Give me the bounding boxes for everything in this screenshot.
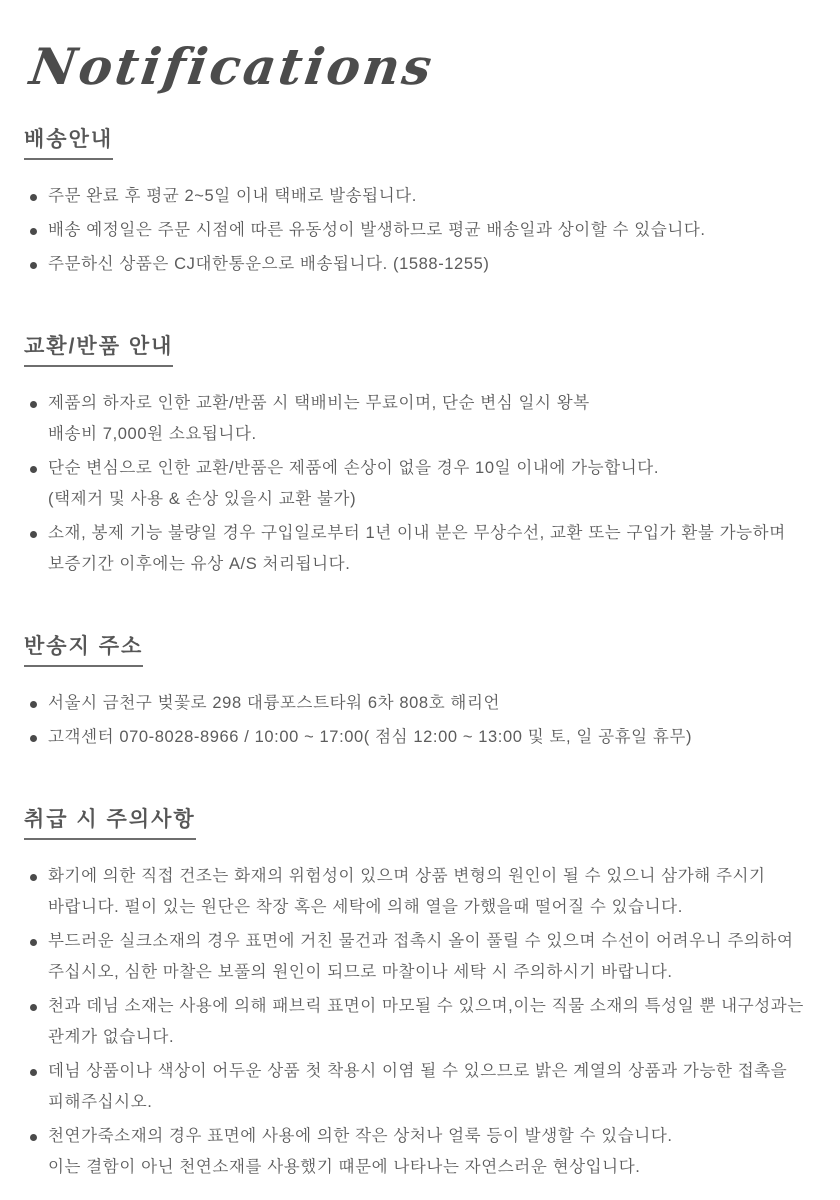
list-item bbox=[24, 1121, 822, 1183]
section-heading-text: 반송지 주소 bbox=[24, 630, 143, 667]
item-text-line: 부드러운 실크소재의 경우 표면에 거친 물건과 접촉시 올이 풀릴 수 있으며 수선이 어려우니 주의하여 bbox=[48, 932, 794, 950]
item-text-line: 이는 결함이 아닌 천연소재를 사용했기 떄문에 나타나는 자연스러운 현상입니다. bbox=[48, 1158, 641, 1176]
bullet-icon bbox=[30, 228, 37, 235]
item-text-line: 관계가 없습니다. bbox=[48, 1028, 175, 1046]
bullet-icon bbox=[30, 939, 37, 946]
item-text-line: 피해주십시오. bbox=[48, 1093, 153, 1111]
list-item bbox=[24, 215, 822, 246]
section-heading-text: 취급 시 주의사항 bbox=[24, 803, 196, 840]
item-text-line: 소재, 봉제 기능 불량일 경우 구입일로부터 1년 이내 분은 무상수선, 교환 또는 구입가 환불 가능하며 bbox=[48, 524, 786, 542]
list-item bbox=[24, 388, 822, 450]
section-heading-address bbox=[24, 630, 822, 667]
address-notice-list bbox=[24, 688, 822, 753]
item-text-line: 주문하신 상품은 CJ대한통운으로 배송됩니다. (1588-1255) bbox=[48, 255, 490, 273]
item-text-line: 서울시 금천구 벚꽃로 298 대륭포스트타워 6차 808호 해리언 bbox=[48, 694, 501, 712]
list-item bbox=[24, 453, 822, 515]
item-text-line: 배송 예정일은 주문 시점에 따른 유동성이 발생하므로 평균 배송일과 상이할 수 있습니다. bbox=[48, 221, 706, 239]
item-text-line: 단순 변심으로 인한 교환/반품은 제품에 손상이 없을 경우 10일 이내에 가능합니다. bbox=[48, 459, 660, 477]
item-text-line: 데님 상품이나 색상이 어두운 상품 첫 착용시 이염 될 수 있으므로 밝은 계열의 상품과 가능한 접촉을 bbox=[48, 1062, 788, 1080]
list-item bbox=[24, 722, 822, 753]
item-text-line: 보증기간 이후에는 유상 A/S 처리됩니다. bbox=[48, 555, 351, 573]
section-heading-exchange bbox=[24, 330, 822, 367]
bullet-icon bbox=[30, 874, 37, 881]
list-item bbox=[24, 861, 822, 923]
section-return-address bbox=[24, 630, 822, 753]
list-item bbox=[24, 926, 822, 988]
section-heading-precautions bbox=[24, 803, 822, 840]
section-heading-text: 배송안내 bbox=[24, 123, 113, 160]
exchange-notice-list bbox=[24, 388, 822, 580]
item-text-line: 제품의 하자로 인한 교환/반품 시 택배비는 무료이며, 단순 변심 일시 왕복 bbox=[48, 394, 590, 412]
bullet-icon bbox=[30, 531, 37, 538]
list-item bbox=[24, 1056, 822, 1118]
bullet-icon bbox=[30, 466, 37, 473]
page-title: Notifications bbox=[26, 37, 439, 96]
list-item bbox=[24, 688, 822, 719]
item-text-line: 배송비 7,000원 소요됩니다. bbox=[48, 425, 257, 443]
item-text-line: 화기에 의한 직접 건조는 화재의 위험성이 있으며 상품 변형의 원인이 될 수 있으니 삼가해 주시기 bbox=[48, 867, 766, 885]
list-item bbox=[24, 991, 822, 1053]
bullet-icon bbox=[30, 1134, 37, 1141]
list-item bbox=[24, 181, 822, 212]
bullet-icon bbox=[30, 1069, 37, 1076]
precautions-notice-list bbox=[24, 861, 822, 1183]
bullet-icon bbox=[30, 701, 37, 708]
bullet-icon bbox=[30, 262, 37, 269]
item-text-line: 주십시오, 심한 마찰은 보풀의 원인이 되므로 마찰이나 세탁 시 주의하시기 바랍니다. bbox=[48, 963, 673, 981]
list-item bbox=[24, 518, 822, 580]
shipping-notice-list bbox=[24, 181, 822, 280]
item-text-line: 주문 완료 후 평균 2~5일 이내 택배로 발송됩니다. bbox=[48, 187, 417, 205]
section-shipping-info bbox=[24, 123, 822, 280]
item-text-line: (택제거 및 사용 & 손상 있을시 교환 불가) bbox=[48, 490, 357, 508]
section-heading-shipping bbox=[24, 123, 822, 160]
bullet-icon bbox=[30, 735, 37, 742]
section-handling-precautions bbox=[24, 803, 822, 1183]
section-exchange-return bbox=[24, 330, 822, 580]
bullet-icon bbox=[30, 194, 37, 201]
bullet-icon bbox=[30, 1004, 37, 1011]
item-text-line: 바랍니다. 펄이 있는 원단은 착장 혹은 세탁에 의해 열을 가했을때 떨어질 수 있습니다. bbox=[48, 898, 683, 916]
list-item bbox=[24, 249, 822, 280]
item-text-line: 천과 데님 소재는 사용에 의해 패브릭 표면이 마모될 수 있으며,이는 직물 소재의 특성일 뿐 내구성과는 bbox=[48, 997, 804, 1015]
item-text-line: 천연가죽소재의 경우 표면에 사용에 의한 작은 상처나 얼룩 등이 발생할 수 있습니다. bbox=[48, 1127, 673, 1145]
section-heading-text: 교환/반품 안내 bbox=[24, 330, 173, 367]
item-text-line: 고객센터 070-8028-8966 / 10:00 ~ 17:00( 점심 12:00 ~ 13:00 및 토, 일 공휴일 휴무) bbox=[48, 728, 693, 746]
bullet-icon bbox=[30, 401, 37, 408]
